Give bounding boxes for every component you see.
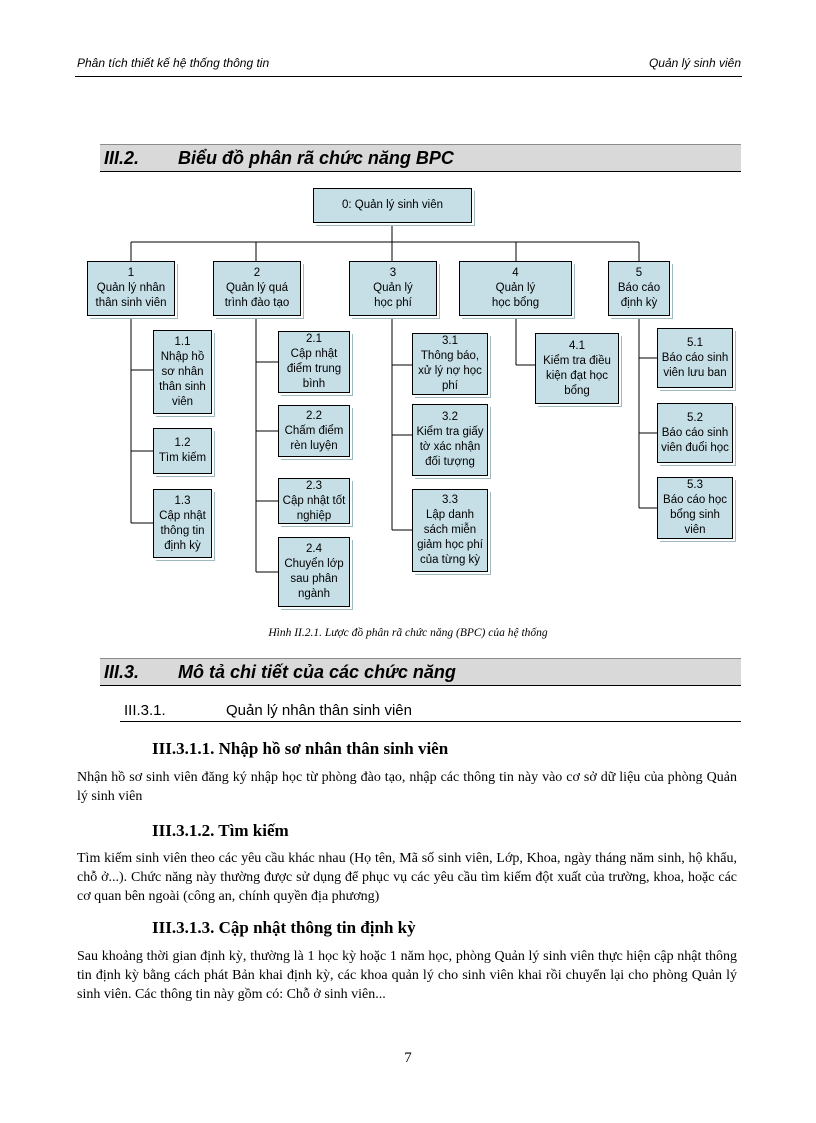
page-number: 7 [404,1050,412,1066]
bpc-node-3 [349,261,437,316]
section-number: III.2. [104,148,140,168]
bpc-node-3-2 [412,404,488,476]
node-number: 5 [635,267,643,279]
subsection-title: Quản lý nhân thân sinh viên [226,702,412,719]
node-number: 1.1 [174,335,191,348]
node-label: viên [171,395,194,408]
item-paragraph: Sau khoảng thời gian định kỳ, thường là 1 học kỳ hoặc 1 năm học, phòng Quản lý sinh viên thực hiện cập nhật thông tin định kỳ bằng cách phát Bản khai định kỳ, các khoa quản lý cho sinh viên khai rồi chuyển lại cho phòng Quản lý sinh viên. Các thông tin này gồm có: Chỗ ở sinh viên... [77,949,737,1002]
item-paragraph: Tìm kiếm sinh viên theo các yêu cầu khác nhau (Họ tên, Mã số sinh viên, Lớp, Khoa, ngày tháng năm sinh, hộ khẩu, chỗ ở...). Chức năng này thường được sử dụng để phục vụ các yêu cầu tìm kiếm đột xuất của trường, khoa, hoặc các cơ quan bên ngoài (công an, chính quyền địa phương) [77,851,737,904]
header-right: Quản lý sinh viên [648,56,741,70]
node-label: Chấm điểm [284,424,344,437]
item-heading: III.3.1.1. Nhập hồ sơ nhân thân sinh viên [152,739,449,758]
node-number: 2 [253,267,261,279]
node-label: Cập nhật tốt [282,494,346,507]
node-label: học bổng [491,297,540,309]
bpc-node-5-2 [657,403,733,463]
section-title: Biểu đồ phân rã chức năng BPC [178,148,454,168]
node-label: sơ nhân [161,365,204,378]
bpc-node-3-3 [412,489,488,572]
node-label: Quản lý quá [225,282,288,294]
subsection-number: III.3.1. [124,702,166,719]
item-paragraph: Nhận hồ sơ sinh viên đăng ký nhập học từ phòng đào tạo, nhập các thông tin này vào cơ sở dữ liệu của phòng Quản lý sinh viên [77,770,737,804]
section-title: Mô tả chi tiết của các chức năng [178,662,456,682]
bpc-node-2 [213,261,301,316]
bpc-node-1-3 [153,489,212,558]
node-label: đối tượng [425,456,475,468]
node-number: 1.3 [174,494,191,507]
bpc-node-1-1 [153,330,212,414]
node-label: tờ xác nhận [419,441,481,453]
node-label: Quản lý [495,282,536,294]
node-label: nghiệp [296,509,332,522]
node-label: Kiểm tra điều [543,354,611,367]
section-heading-iii3 [100,658,741,686]
bpc-node-2-3 [278,478,350,524]
node-label: điểm trung [286,363,342,375]
node-number: 4.1 [569,339,585,352]
node-label: sau phân [290,573,338,585]
node-number: 2.4 [306,543,322,555]
node-number: 5.1 [687,336,703,349]
section-number: III.3. [104,662,140,682]
node-label: Quản lý nhân [96,282,166,294]
header-left: Phân tích thiết kế hệ thống thông tin [77,56,270,70]
bpc-node-2-2 [278,405,350,457]
node-number: 2.1 [306,333,322,345]
node-label: viên [684,524,706,536]
node-number: 1 [127,267,135,279]
bpc-node-1-2 [153,428,212,474]
node-label: Kiểm tra giấy [416,426,484,438]
bpc-node-1 [87,261,175,316]
item-heading: III.3.1.2. Tìm kiếm [152,821,289,840]
node-label: định kỳ [620,297,658,309]
node-number: 1.2 [174,437,191,449]
bpc-node-5-3 [657,477,733,539]
node-label: Báo cáo học [663,494,727,506]
bpc-node-2-4 [278,537,350,607]
node-label: phí [442,380,458,392]
node-label: Cập nhật [159,509,206,522]
node-label: Cập nhật [290,348,338,360]
node-label: Chuyển lớp [284,558,344,570]
node-label: bổng [564,384,590,397]
node-label: 0: Quản lý sinh viên [341,199,443,211]
node-label: bổng sinh [670,509,720,521]
node-label: bình [302,378,326,390]
node-label: Tìm kiếm [158,452,207,464]
node-label: Báo cáo [617,282,661,294]
node-label: giảm học phí [417,539,483,551]
bpc-node-2-1 [278,331,350,393]
node-number: 5.2 [687,411,703,424]
bpc-node-3-1 [412,333,488,395]
node-label: Báo cáo sinh [661,351,729,364]
node-number: 3.1 [442,335,458,347]
node-number: 3 [389,267,397,279]
item-heading: III.3.1.3. Cập nhật thông tin định kỳ [152,918,416,937]
bpc-node-4-1 [535,333,619,404]
node-label: kiện đạt học [545,369,608,382]
bpc-node-4 [459,261,572,316]
node-label: sách miễn [423,524,477,536]
node-label: trình đào tạo [224,297,290,309]
node-label: viên đuổi học [661,441,729,454]
bpc-root-node [313,188,472,223]
node-number: 2.2 [306,409,322,422]
node-label: thân sinh [159,380,206,393]
node-number: 4 [512,267,519,279]
node-label: xử lý nợ học [418,365,482,377]
node-number: 5.3 [687,479,703,491]
bpc-node-5-1 [657,328,733,388]
node-number: 2.3 [306,479,322,492]
node-label: viên lưu ban [663,366,727,379]
node-label: Lập danh [426,509,474,521]
bpc-node-5 [608,261,670,316]
node-label: Báo cáo sinh [661,426,729,439]
figure-caption: Hình II.2.1. Lược đồ phân rã chức năng (BPC) của hệ thống [268,627,548,639]
node-number: 3.2 [442,411,458,423]
node-number: 3.3 [442,494,458,506]
node-label: thân sinh viên [95,297,167,309]
node-label: của từng kỳ [419,554,481,566]
node-label: rèn luyện [290,439,338,452]
node-label: Quản lý [373,282,413,294]
node-label: Thông báo, [420,350,480,362]
node-label: ngành [298,588,330,600]
node-label: Nhập hồ [160,350,205,363]
node-label: học phí [374,297,412,309]
node-label: thông tin [160,524,205,537]
subsection-heading [120,701,741,722]
node-label: định kỳ [164,539,201,552]
